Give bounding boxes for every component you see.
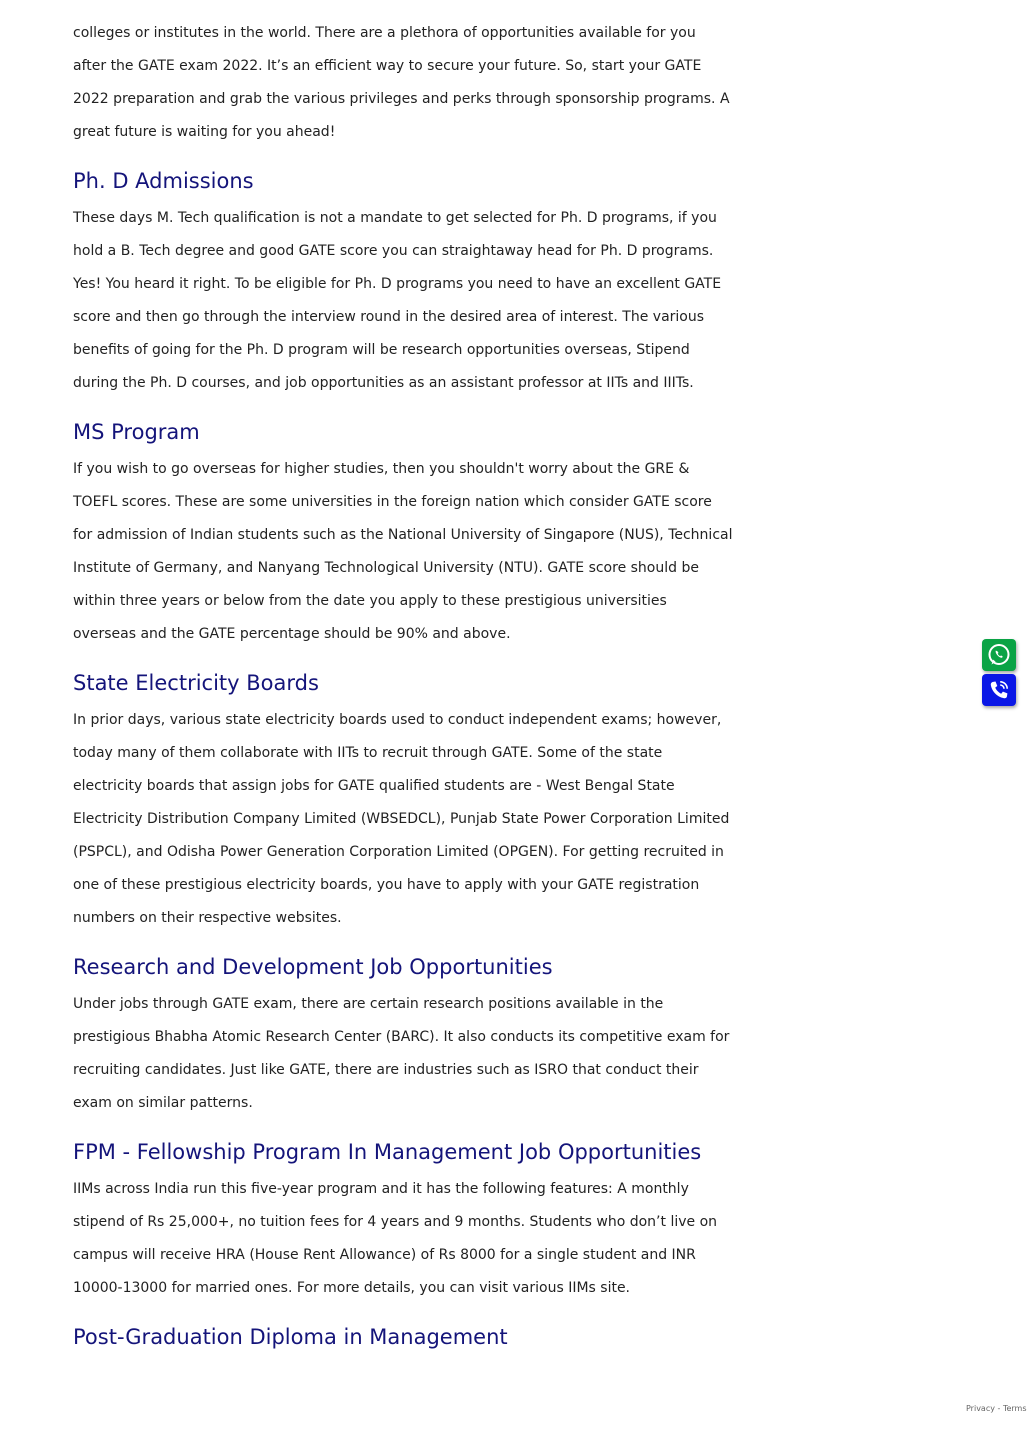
section-heading-research-development: Research and Development Job Opportunities [73,955,553,979]
article-content [73,17,733,1358]
terms-link[interactable]: Terms [1002,1404,1027,1413]
intro-paragraph: colleges or institutes in the world. There are a plethora of opportunities available for you after the GATE exam 2022. It’s an efficient way to secure your future. So, start your GATE 2022 preparation and grab the various privileges and perks through sponsorship programs. A great future is waiting for you ahead! [73,25,730,140]
recaptcha-links [966,1404,1027,1413]
section-body-research-development: Under jobs through GATE exam, there are certain research positions available in the prestigious Bhabha Atomic Research Center (BARC). It also conducts its competitive exam for recruiting candidates. Just like GATE, there are industries such as ISRO that conduct their exam on similar patterns. [73,996,730,1111]
section-heading-pgdm: Post-Graduation Diploma in Management [73,1325,508,1349]
whatsapp-button[interactable] [982,639,1016,671]
section-body-ms-program: If you wish to go overseas for higher studies, then you shouldn't worry about the GRE & TOEFL scores. These are some universities in the foreign nation which consider GATE score for admission of Indian students such as the National University of Singapore (NUS), Technical Institute of Germany, and Nanyang Technological University (NTU). GATE score should be within three years or below from the date you apply to these prestigious universities overseas and the GATE percentage should be 90% and above. [73,461,733,642]
recaptcha-separator: - [994,1404,1003,1413]
section-body-phd-admissions: These days M. Tech qualification is not a mandate to get selected for Ph. D programs, if you hold a B. Tech degree and good GATE score you can straightaway head for Ph. D programs. Yes! You heard it right. To be eligible for Ph. D programs you need to have an excellent GATE score and then go through the interview round in the desired area of interest. The various benefits of going for the Ph. D program will be research opportunities overseas, Stipend during the Ph. D courses, and job opportunities as an assistant professor at IITs and IIITs. [73,210,722,391]
section-body-fpm: IIMs across India run this five-year program and it has the following features: A monthly stipend of Rs 25,000+, no tuition fees for 4 years and 9 months. Students who don’t live on campus will receive HRA (House Rent Allowance) of Rs 8000 for a single student and INR 10000-13000 for married ones. For more details, you can visit various IIMs site. [73,1181,718,1296]
section-heading-phd-admissions: Ph. D Admissions [73,169,254,193]
call-button[interactable] [982,674,1016,706]
section-heading-fpm: FPM - Fellowship Program In Management Job Opportunities [73,1140,702,1164]
section-body-state-electricity-boards: In prior days, various state electricity boards used to conduct independent exams; however, today many of them collaborate with IITs to recruit through GATE. Some of the state electricity boards that assign jobs for GATE qualified students are - West Bengal State Electricity Distribution Company Limited (WBSEDCL), Punjab State Power Corporation Limited (PSPCL), and Odisha Power Generation Corporation Limited (OPGEN). For getting recruited in one of these prestigious electricity boards, you have to apply with your GATE registration numbers on their respective websites. [73,712,730,926]
section-heading-ms-program: MS Program [73,420,200,444]
phone-call-icon [986,677,1012,703]
floating-contact-buttons [982,639,1018,709]
whatsapp-icon [986,642,1012,668]
section-heading-state-electricity-boards: State Electricity Boards [73,671,319,695]
privacy-link[interactable]: Privacy [966,1404,995,1413]
